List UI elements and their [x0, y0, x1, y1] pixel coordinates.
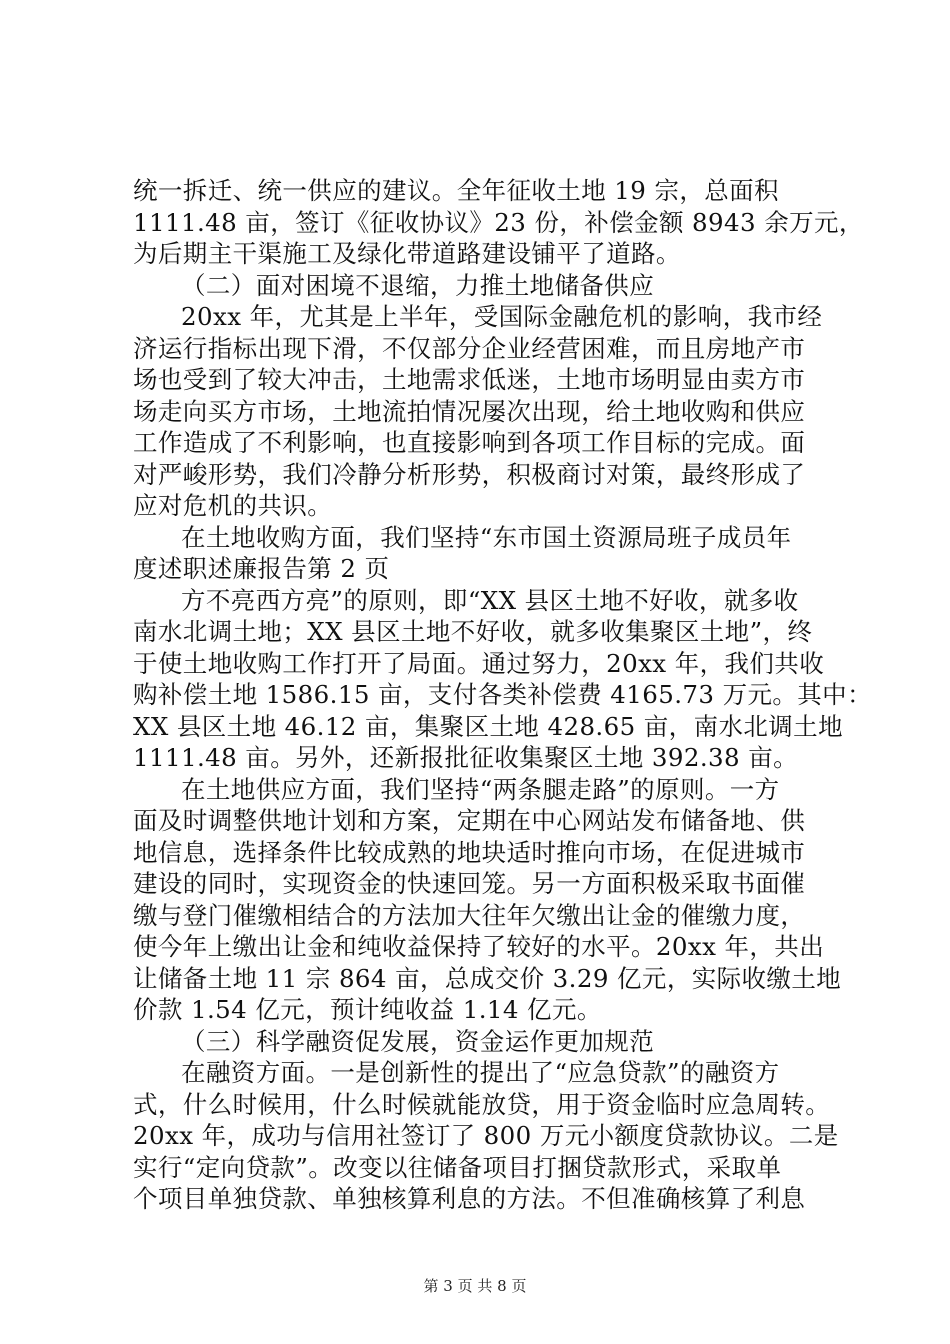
text-line: 场也受到了较大冲击，土地需求低迷，土地市场明显由卖方市: [133, 365, 806, 394]
text-line: 20xx 年，尤其是上半年，受国际金融危机的影响，我市经: [181, 302, 823, 331]
text-line: 场走向买方市场，土地流拍情况屡次出现，给土地收购和供应: [133, 396, 806, 426]
text-line: 方不亮西方亮”的原则，即“XX 县区土地不好收，就多收: [181, 585, 799, 615]
document-body: [133, 175, 872, 1215]
text-line: 在融资方面。一是创新性的提出了“应急贷款”的融资方: [181, 1058, 780, 1087]
text-line: 1111.48 亩。另外，还新报批征收集聚区土地 392.38 亩。: [133, 743, 799, 772]
text-line: 个项目单独贷款、单独核算利息的方法。不但准确核算了利息: [133, 1184, 806, 1213]
text-line: 购补偿土地 1586.15 亩，支付各类补偿费 4165.73 万元。其中：: [133, 680, 872, 709]
text-line: 实行“定向贷款”。改变以往储备项目打捆贷款形式，采取单: [133, 1152, 782, 1182]
text-line: 式，什么时候用，什么时候就能放贷，用于资金临时应急周转。: [133, 1089, 831, 1119]
section-heading: （二）面对困境不退缩，力推土地储备供应: [181, 270, 655, 300]
text-line: 工作造成了不利影响，也直接影响到各项工作目标的完成。面: [133, 428, 806, 457]
text-line: 应对危机的共识。: [133, 491, 333, 520]
text-line: 面及时调整供地计划和方案，定期在中心网站发布储备地、供: [133, 806, 806, 835]
section-heading: （三）科学融资促发展，资金运作更加规范: [181, 1026, 655, 1056]
text-line: 缴与登门催缴相结合的方法加大往年欠缴出让金的催缴力度，: [133, 900, 806, 930]
text-line: 建设的同时，实现资金的快速回笼。另一方面积极采取书面催: [133, 869, 806, 898]
text-line: 济运行指标出现下滑，不仅部分企业经营困难，而且房地产市: [133, 333, 806, 363]
text-line: 地信息，选择条件比较成熟的地块适时推向市场，在促进城市: [133, 837, 806, 867]
text-line: 对严峻形势，我们冷静分析形势，积极商讨对策，最终形成了: [133, 459, 806, 489]
text-line: 使今年上缴出让金和纯收益保持了较好的水平。20xx 年，共出: [133, 932, 825, 961]
text-line: 1111.48 亩，签订《征收协议》23 份，补偿金额 8943 余万元，: [133, 207, 864, 237]
text-line: 价款 1.54 亿元，预计纯收益 1.14 亿元。: [133, 995, 602, 1024]
text-line: 让储备土地 11 宗 864 亩，总成交价 3.29 亿元，实际收缴土地: [133, 963, 842, 993]
text-line: 20xx 年，成功与信用社签订了 800 万元小额度贷款协议。二是: [133, 1121, 839, 1150]
text-line: 为后期主干渠施工及绿化带道路建设铺平了道路。: [133, 239, 681, 268]
page-footer: 第 3 页 共 8 页: [423, 1277, 527, 1295]
text-line: 统一拆迁、统一供应的建议。全年征收土地 19 宗，总面积: [133, 176, 779, 205]
text-line: XX 县区土地 46.12 亩，集聚区土地 428.65 亩，南水北调土地: [133, 711, 843, 741]
text-line: 在土地收购方面，我们坚持“东市国土资源局班子成员年: [181, 522, 792, 552]
text-line: 度述职述廉报告第 2 页: [133, 554, 390, 583]
text-line: 在土地供应方面，我们坚持“两条腿走路”的原则。一方: [181, 774, 780, 804]
text-line: 于使土地收购工作打开了局面。通过努力，20xx 年，我们共收: [133, 648, 825, 678]
text-line: 南水北调土地；XX 县区土地不好收，就多收集聚区土地”，终: [133, 617, 813, 646]
